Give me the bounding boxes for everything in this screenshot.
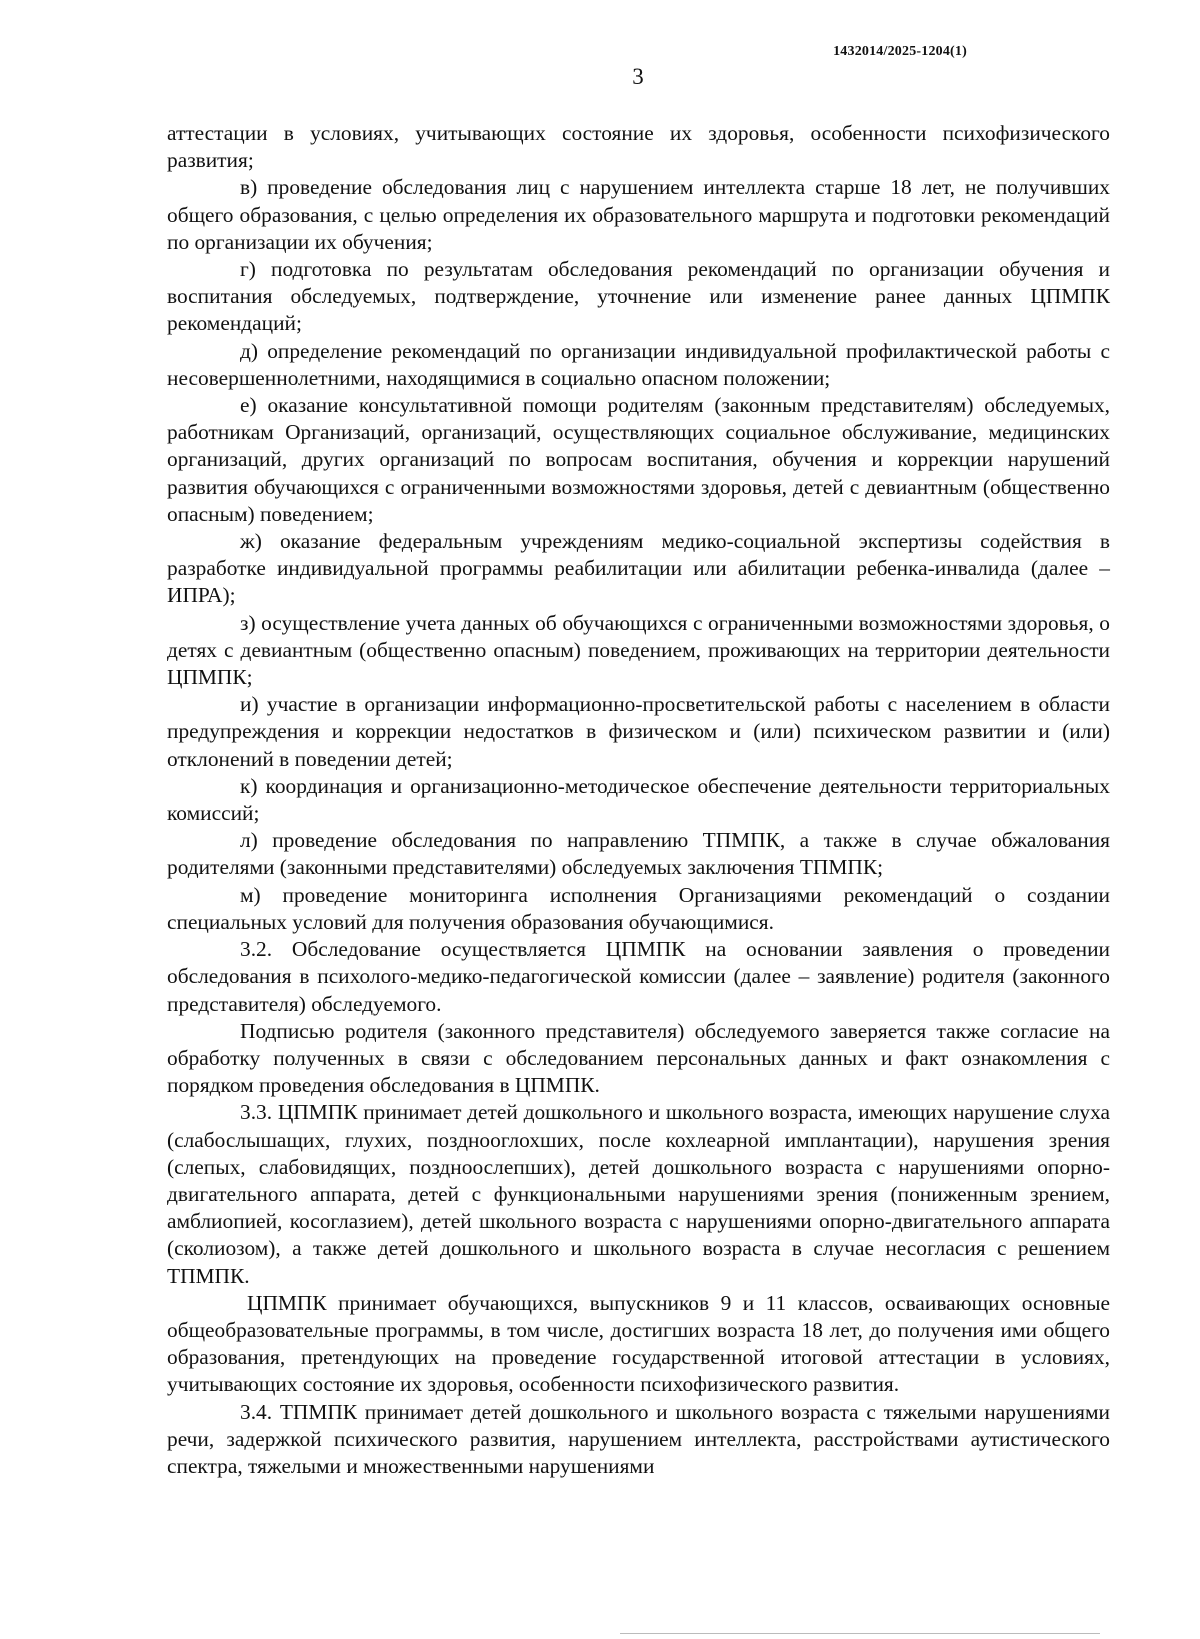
paragraph: и) участие в организации информационно-просветительской работы с населением в области предупреждения и коррекции недостатков в физическом и (или) психическом развитии и (или) отклонений в поведении детей;: [167, 692, 1110, 771]
paragraph: м) проведение мониторинга исполнения Организациями рекомендаций о создании специальных условий для получения образования обучающимися.: [167, 882, 1110, 934]
paragraph: з) осуществление учета данных об обучающихся с ограниченными возможностями здоровья, о детях с девиантным (общественно опасным) поведением, проживающих на территории деятельности ЦПМПК;: [167, 610, 1110, 690]
paragraph: ЦПМПК принимает обучающихся, выпускников 9 и 11 классов, осваивающих основные общеобразовательные программы, в том числе, достигших возраста 18 лет, до получения ими общего образования, претендующих на проведение государственной итоговой аттестации в условиях, учитывающих состояние их здоровья, особенности психофизического развития.: [167, 1290, 1110, 1397]
paragraph: е) оказание консультативной помощи родителям (законным представителям) обследуемых, работникам Организаций, организаций, осуществляющих социальное обслуживание, медицинских организаций, других организаций по вопросам воспитания, обучения и коррекции нарушений развития обучающихся с ограниченными возможностями здоровья, детей с девиантным (общественно опасным) поведением;: [167, 393, 1110, 526]
paragraph: к) координация и организационно-методическое обеспечение деятельности территориальных комиссий;: [167, 773, 1110, 826]
paragraph: ж) оказание федеральным учреждениям медико-социальной экспертизы содействия в разработке индивидуальной программы реабилитации или абилитации ребенка-инвалида (далее – ИПРА);: [167, 529, 1110, 608]
paragraph: Подписью родителя (законного представителя) обследуемого заверяется также согласие на обработку полученных в связи с обследованием персональных данных и факт ознакомления с порядком проведения обследования в ЦПМПК.: [167, 1018, 1110, 1098]
document-number: 1432014/2025-1204(1): [833, 44, 967, 59]
paragraph: 3.3. ЦПМПК принимает детей дошкольного и школьного возраста, имеющих нарушение слуха (слабослышащих, глухих, позднооглохших, после кохлеарной имплантации), нарушения зрения (слепых, слабовидящих, поздноослепших), детей дошкольного возраста с нарушениями опорно-двигательного аппарата, детей с функциональными нарушениями зрения (пониженным зрением, амблиопией, косоглазием), детей школьного возраста с нарушениями опорно-двигательного аппарата (сколиозом), а также детей дошкольного и школьного возраста в случае несогласия с решением ТПМПК.: [167, 1100, 1110, 1288]
paragraph: д) определение рекомендаций по организации индивидуальной профилактической работы с несовершеннолетними, находящимися в социально опасном положении;: [167, 338, 1110, 390]
document-body: [167, 120, 1110, 1480]
paragraph: аттестации в условиях, учитывающих состояние их здоровья, особенности психофизического развития;: [167, 121, 1110, 173]
paragraph: в) проведение обследования лиц с нарушением интеллекта старше 18 лет, не получивших общего образования, с целью определения их образовательного маршрута и подготовки рекомендаций по организации их обучения;: [167, 175, 1110, 254]
paragraph: г) подготовка по результатам обследования рекомендаций по организации обучения и воспитания обследуемых, подтверждение, уточнение или изменение ранее данных ЦПМПК рекомендаций;: [167, 257, 1110, 336]
scan-artifact-line: [620, 1633, 1100, 1634]
paragraph: л) проведение обследования по направлению ТПМПК, а также в случае обжалования родителями (законными представителями) обследуемых заключения ТПМПК;: [167, 828, 1110, 880]
page-number: 3: [632, 64, 644, 89]
paragraph: 3.4. ТПМПК принимает детей дошкольного и школьного возраста с тяжелыми нарушениями речи, задержкой психического развития, нарушением интеллекта, расстройствами аутистического спектра, тяжелыми и множественными нарушениями: [167, 1399, 1110, 1478]
paragraph: 3.2. Обследование осуществляется ЦПМПК на основании заявления о проведении обследования в психолого-медико-педагогической комиссии (далее – заявление) родителя (законного представителя) обследуемого.: [167, 937, 1110, 1016]
